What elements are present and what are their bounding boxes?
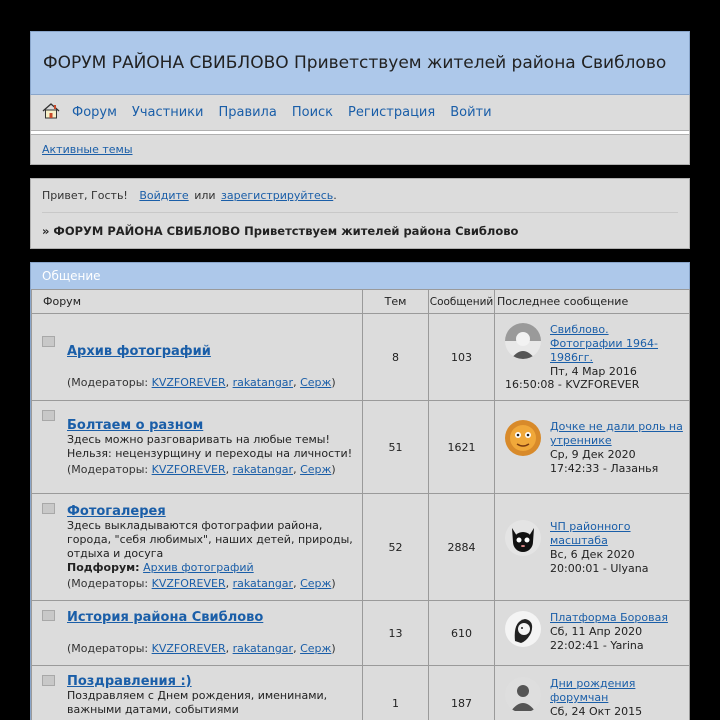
posts-count: 2884 xyxy=(429,494,495,601)
avatar[interactable] xyxy=(505,323,541,359)
register-link[interactable]: зарегистрируйтесь xyxy=(221,189,334,202)
moderator-link[interactable]: KVZFOREVER xyxy=(151,462,226,476)
nav-search[interactable]: Поиск xyxy=(291,105,334,120)
last-post-info xyxy=(550,420,683,476)
posts-count: 1621 xyxy=(429,401,495,494)
last-post-date: Пт, 4 Мар 2016 xyxy=(550,365,637,378)
welcome-panel xyxy=(30,178,690,249)
moderator-link[interactable]: rakatangar xyxy=(232,376,294,389)
moderator-link[interactable]: KVZFOREVER xyxy=(151,376,226,389)
col-last: Последнее сообщение xyxy=(495,290,690,314)
last-post-cell xyxy=(495,601,690,666)
last-post-link[interactable]: Дни рождения форумчан xyxy=(550,677,636,704)
last-post-link[interactable]: Дочке не дали роль на утреннике xyxy=(550,420,683,447)
last-post-link[interactable]: ЧП районного масштаба xyxy=(550,520,631,547)
welcome-divider xyxy=(42,212,678,213)
moderators-label: (Модераторы: xyxy=(67,462,149,476)
home-icon[interactable] xyxy=(42,103,60,119)
forum-title-link[interactable]: Фотогалерея xyxy=(67,503,166,519)
forum-moderators: (Модераторы: KVZFOREVER, rakatangar, Серж) xyxy=(67,462,336,476)
forum-status-icon xyxy=(42,610,55,621)
nav-register[interactable]: Регистрация xyxy=(348,105,436,120)
forum-status-icon xyxy=(42,503,55,514)
active-topics-link[interactable]: Активные темы xyxy=(42,143,133,156)
moderators-close: ) xyxy=(331,376,336,389)
last-post-link[interactable]: Свиблово. Фотографии 1964-1986гг. xyxy=(550,323,659,364)
last-post-date: Вс, 6 Дек 2020 xyxy=(550,548,635,561)
forum-status-icon xyxy=(42,410,55,421)
forum-category xyxy=(30,262,690,720)
forum-moderators: (Модераторы: KVZFOREVER, rakatangar, Серж) xyxy=(67,376,336,389)
avatar[interactable] xyxy=(505,611,541,647)
dot-text: . xyxy=(333,189,337,202)
last-post-date: Ср, 9 Дек 2020 xyxy=(550,448,636,461)
subforum-link[interactable]: Архив фотографий xyxy=(143,560,254,574)
last-post-cell xyxy=(495,401,690,494)
forum-cell xyxy=(32,601,363,666)
last-post-date: Сб, 11 Апр 2020 xyxy=(550,625,643,638)
moderator-link[interactable]: Серж xyxy=(300,576,332,590)
forum-title-link[interactable]: Архив фотографий xyxy=(67,344,211,359)
moderators-close: ) xyxy=(331,576,336,590)
or-text: или xyxy=(194,189,216,202)
moderators-close: ) xyxy=(331,462,336,476)
topics-count: 52 xyxy=(363,494,429,601)
forum-description: Здесь выкладываются фотографии района, города, "себя любимых", наших детей, природы, отдыха и досуга xyxy=(67,518,353,560)
active-topics-bar xyxy=(30,134,690,165)
table-header-row xyxy=(32,290,690,314)
avatar[interactable] xyxy=(505,420,541,456)
moderators-label: (Модераторы: xyxy=(67,576,149,590)
topics-count: 13 xyxy=(363,601,429,666)
last-post-tail: 20:00:01 - Ulyana xyxy=(550,562,649,575)
forum-table xyxy=(31,289,690,720)
last-post-cell xyxy=(495,494,690,601)
forum-cell xyxy=(32,494,363,601)
breadcrumb[interactable]: » ФОРУМ РАЙОНА СВИБЛОВО Приветствуем жителей района Свиблово xyxy=(42,224,519,238)
table-row xyxy=(32,494,690,601)
forum-title-link[interactable]: Болтаем о разном xyxy=(67,417,204,433)
last-post-tail: 17:42:33 - Лазанья xyxy=(550,462,659,475)
forum-moderators: (Модераторы: KVZFOREVER, rakatangar, Серж) xyxy=(67,576,336,590)
forum-cell xyxy=(32,314,363,401)
forum-status-icon xyxy=(42,675,55,686)
main-nav xyxy=(30,95,690,131)
forum-moderators: (Модераторы: KVZFOREVER, rakatangar, Серж) xyxy=(67,642,336,655)
posts-count: 610 xyxy=(429,601,495,666)
posts-count: 103 xyxy=(429,314,495,401)
col-posts: Сообщений xyxy=(429,290,495,314)
col-forum: Форум xyxy=(32,290,363,314)
moderator-link[interactable]: Серж xyxy=(300,642,332,655)
last-post-info xyxy=(550,677,683,719)
forum-title-link[interactable]: Поздравления :) xyxy=(67,674,192,689)
col-topics: Тем xyxy=(363,290,429,314)
last-post-cell xyxy=(495,314,690,401)
welcome-line xyxy=(42,189,337,202)
forum-description: Здесь можно разговаривать на любые темы! Нельзя: нецензурщину и переходы на личности! xyxy=(67,432,353,460)
avatar[interactable] xyxy=(505,520,541,556)
login-link[interactable]: Войдите xyxy=(139,189,189,202)
avatar[interactable] xyxy=(505,677,541,713)
moderators-label: (Модераторы: xyxy=(67,642,149,655)
table-row xyxy=(32,314,690,401)
last-post-date: Сб, 24 Окт 2015 xyxy=(550,705,643,718)
nav-forum[interactable]: Форум xyxy=(72,105,117,120)
forum-cell xyxy=(32,666,363,720)
moderator-link[interactable]: KVZFOREVER xyxy=(151,642,226,655)
moderators-close: ) xyxy=(331,642,336,655)
topics-count: 8 xyxy=(363,314,429,401)
moderator-link[interactable]: Серж xyxy=(300,376,332,389)
last-post-info xyxy=(550,611,683,653)
moderator-link[interactable]: rakatangar xyxy=(232,462,294,476)
greeting-text: Привет, Гость! xyxy=(42,189,128,202)
posts-count: 187 xyxy=(429,666,495,720)
last-post-tail: 16:50:08 - KVZFOREVER xyxy=(505,378,640,391)
last-post-info xyxy=(550,520,683,576)
table-row xyxy=(32,601,690,666)
subforum-line xyxy=(67,561,354,575)
forum-cell xyxy=(32,401,363,494)
moderator-link[interactable]: Серж xyxy=(300,462,332,476)
last-post-info xyxy=(550,323,683,379)
last-post-cell xyxy=(495,666,690,720)
subforum-label: Подфорум: xyxy=(67,560,140,574)
topics-count: 1 xyxy=(363,666,429,720)
forum-title-link[interactable]: История района Свиблово xyxy=(67,610,264,625)
topics-count: 51 xyxy=(363,401,429,494)
nav-rules[interactable]: Правила xyxy=(218,105,277,120)
category-title[interactable]: Общение xyxy=(31,263,689,289)
moderators-label: (Модераторы: xyxy=(67,376,149,389)
moderator-link[interactable]: rakatangar xyxy=(232,576,294,590)
forum-title: ФОРУМ РАЙОНА СВИБЛОВО Приветствуем жителей района Свиблово xyxy=(43,53,667,73)
last-post-link[interactable]: Платформа Боровая xyxy=(550,611,668,624)
forum-description: Поздравляем с Днем рождения, именинами, важными датами, событиями xyxy=(67,689,328,716)
nav-login[interactable]: Войти xyxy=(450,105,492,120)
moderator-link[interactable]: KVZFOREVER xyxy=(151,576,226,590)
nav-members[interactable]: Участники xyxy=(131,105,204,120)
table-row xyxy=(32,666,690,720)
forum-status-icon xyxy=(42,336,55,347)
forum-header xyxy=(30,31,690,95)
moderator-link[interactable]: rakatangar xyxy=(232,642,294,655)
table-row xyxy=(32,401,690,494)
last-post-tail: 22:02:41 - Yarina xyxy=(550,639,644,652)
